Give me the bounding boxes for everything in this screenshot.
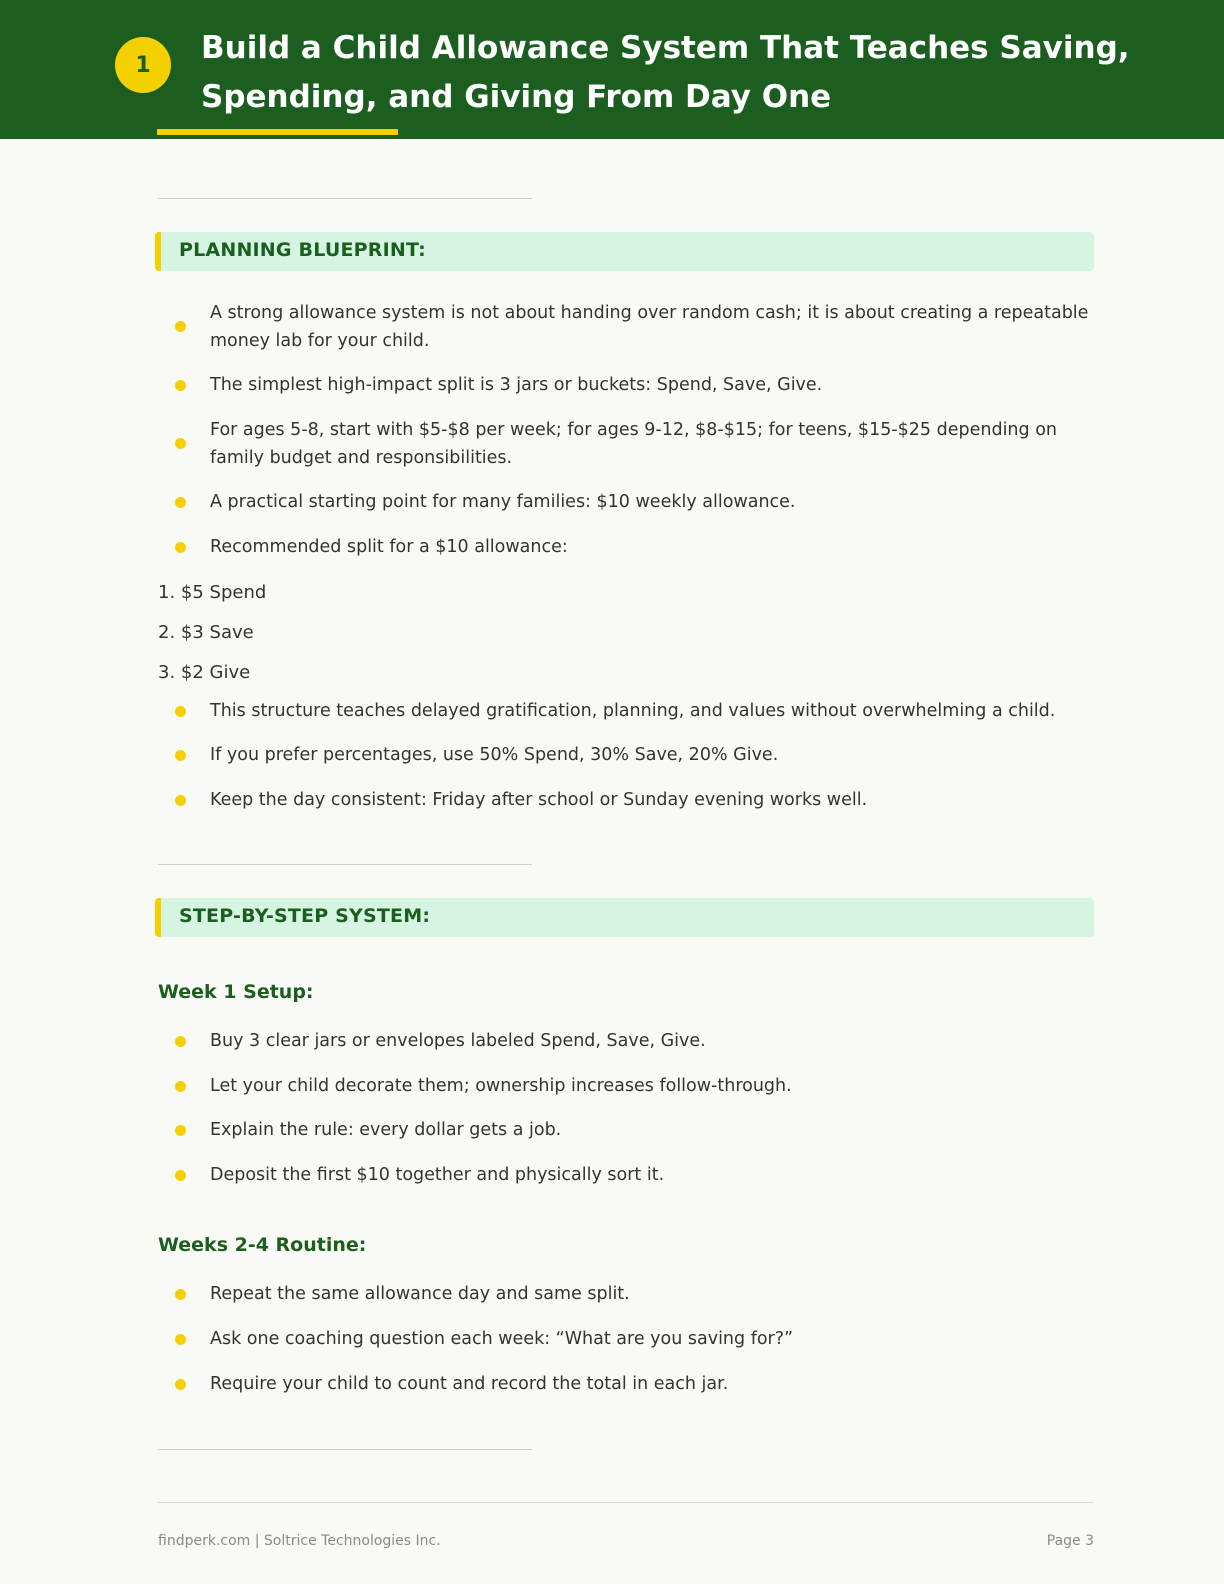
list-item-text: A practical starting point for many families: $10 weekly allowance. <box>210 492 796 512</box>
list-item-text: Ask one coaching question each week: “What are you saving for?” <box>210 1329 794 1349</box>
numbered-item: 2. $3 Save <box>158 622 254 643</box>
list-item-text: Repeat the same allowance day and same split. <box>210 1284 630 1304</box>
section-heading-blueprint <box>155 232 1094 271</box>
list-item-text: Deposit the first $10 together and physically sort it. <box>210 1165 665 1185</box>
bullet-dot-icon <box>175 795 186 806</box>
title-accent-bar <box>157 129 398 135</box>
bullet-dot-icon <box>175 1170 186 1181</box>
section-heading-label: STEP-BY-STEP SYSTEM: <box>179 905 431 927</box>
bullet-dot-icon <box>175 438 186 449</box>
divider <box>158 198 532 199</box>
list-item-text: For ages 5-8, start with $5-$8 per week; for ages 9-12, $8-$15; for teens, $15-$25 depending on family budget and responsibilities. <box>210 420 1057 468</box>
bullet-dot-icon <box>175 1081 186 1092</box>
bullet-dot-icon <box>175 1289 186 1300</box>
page-header <box>0 0 1224 139</box>
list-item-text: Require your child to count and record the total in each jar. <box>210 1374 729 1394</box>
bullet-dot-icon <box>175 706 186 717</box>
bullet-dot-icon <box>175 1125 186 1136</box>
bullet-dot-icon <box>175 380 186 391</box>
divider <box>158 1449 532 1450</box>
footer-divider <box>158 1502 1094 1503</box>
section-heading-label: PLANNING BLUEPRINT: <box>179 239 426 261</box>
page-title: Build a Child Allowance System That Teaches Saving, Spending, and Giving From Day One <box>201 30 1130 115</box>
numbered-item: 3. $2 Give <box>158 662 251 683</box>
section-heading-system <box>155 898 1094 937</box>
subheading-week-1: Week 1 Setup: <box>158 981 314 1003</box>
section-number-badge: 1 <box>115 37 171 93</box>
bullet-dot-icon <box>175 542 186 553</box>
list-item-text: Recommended split for a $10 allowance: <box>210 537 568 557</box>
list-item-text: A strong allowance system is not about handing over random cash; it is about creating a repeatable money lab for your child. <box>210 303 1089 351</box>
list-item-text: This structure teaches delayed gratification, planning, and values without overwhelming a child. <box>210 701 1056 721</box>
list-item-text: Explain the rule: every dollar gets a job. <box>210 1120 562 1140</box>
bullet-dot-icon <box>175 1334 186 1345</box>
list-item-text: Buy 3 clear jars or envelopes labeled Spend, Save, Give. <box>210 1031 706 1051</box>
numbered-item: 1. $5 Spend <box>158 582 267 603</box>
list-item-text: The simplest high-impact split is 3 jars or buckets: Spend, Save, Give. <box>210 375 823 395</box>
bullet-dot-icon <box>175 1379 186 1390</box>
bullet-dot-icon <box>175 1036 186 1047</box>
list-item-text: If you prefer percentages, use 50% Spend, 30% Save, 20% Give. <box>210 745 779 765</box>
list-item-text: Keep the day consistent: Friday after school or Sunday evening works well. <box>210 790 868 810</box>
list-item-text: Let your child decorate them; ownership increases follow-through. <box>210 1076 792 1096</box>
divider <box>158 864 532 865</box>
bullet-dot-icon <box>175 750 186 761</box>
bullet-dot-icon <box>175 497 186 508</box>
footer-source: findperk.com | Soltrice Technologies Inc. <box>158 1533 441 1549</box>
page-number: Page 3 <box>1046 1533 1094 1549</box>
subheading-weeks-2-4: Weeks 2-4 Routine: <box>158 1234 367 1256</box>
bullet-dot-icon <box>175 321 186 332</box>
